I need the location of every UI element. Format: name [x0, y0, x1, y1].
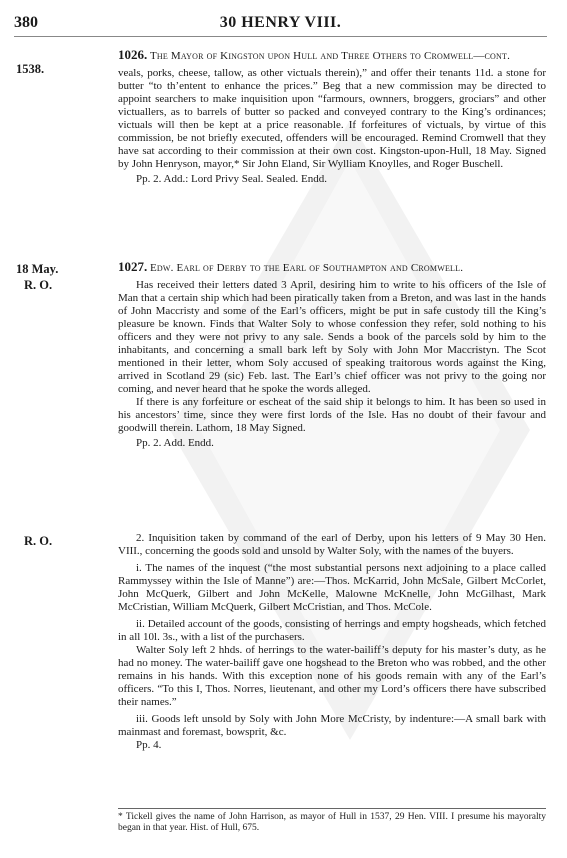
- running-title: 30 HENRY VIII.: [219, 14, 342, 31]
- entry-1026-pp: Pp. 2. Add.: Lord Privy Seal. Sealed. Endd.: [136, 173, 327, 185]
- page-number: 380: [14, 14, 38, 31]
- entry-1027: [118, 260, 546, 450]
- inquisition-intro: 2. Inquisition taken by command of the earl of Derby, upon his letters of 9 May 30 Hen. VIII., concerning the goods sold and unsold by Walter Soly, with the names of the buyers.: [118, 532, 546, 557]
- entry-1026-paragraph: veals, porks, cheese, tallow, as other victuals therein),” and offer their tenants 11d. a stone for butter “to th’entent to enhance the prices.” Beg that a new commission may be directed to appoint searchers to make inquisition upon “farmours, ownners, broggers, grociars” and other victuallers, as to barrels of butter so packed and conveyed contrary to the King’s ordinances; victuals will then be kept at a price reasonable. If forfeitures of victuals, by virtue of this commission, be not briefly executed, offenders will be encouraged. Remind Cromwell that they have sat according to their commission at their own cost. Kingston-upon-Hull, 18 May. Signed by John Henryson, mayor,* Sir John Eland, Sir Wylliam Knoylles, and Roger Buschell.: [118, 67, 546, 170]
- margin-source-inquisition: R. O.: [24, 534, 53, 548]
- entry-1026-heading: [118, 48, 546, 63]
- margin-source-1027: R. O.: [24, 278, 53, 292]
- entry-1026-number: 1026.: [118, 47, 148, 62]
- entry-1027-paragraph-1: Has received their letters dated 3 April, desiring him to write to his officers of the Isle of Man that a certain ship which had been piratically taken from a Breton, and was last in the hands of John Maccristy and some of the Earl’s officers, might be put in safe custody till the King’s pleasure be known. Finds that Walter Soly to whose confession they refer, sold nothing to his officers and they were not privy to any sale. Sends a book of the parcels sold by him to the inhabitants, and concerning a small bark left by Soly with John Mor Maccristyn. The Scot mentioned in their letter, whom Soly accused of speaking traitorous words against the King, arrived in Scotland 29 (sic) Feb. last. The Earl’s chief officer was not privy to the going nor coming, and never heard that he spoke the words alleged.: [118, 279, 546, 395]
- page-header: [14, 14, 547, 37]
- inquisition-pp: Pp. 4.: [136, 739, 162, 751]
- inquisition-goods-account: ii. Detailed account of the goods, consisting of herrings and empty hogsheads, which fetched in all 10l. 3s., with a list of the purchasers.: [118, 618, 546, 643]
- entry-1027-pp: Pp. 2. Add. Endd.: [136, 437, 214, 449]
- inquisition-goods-unsold: iii. Goods left unsold by Soly with John More McCristy, by indenture:—A small bark with mainmast and foremast, bowsprit, &c.: [118, 713, 546, 738]
- margin-note-1026: 1538.: [16, 62, 45, 76]
- entry-1027-paragraph-2: If there is any forfeiture or escheat of the said ship it belongs to him. It has been so used in his ancestors’ time, since they were first lords of the Isle. Has no doubt of their favour and goodwill therein. Lathom, 18 May Signed.: [118, 396, 546, 434]
- footnote-divider: [118, 808, 546, 809]
- entry-1027-title: Edw. Earl of Derby to the Earl of Southampton and Cromwell.: [150, 262, 464, 274]
- footnote: * Tickell gives the name of John Harrison, as mayor of Hull in 1537, 29 Hen. VIII. I presume his mayoralty began in that year. Hist. of Hull, 675.: [118, 812, 546, 833]
- entry-1027-number: 1027.: [118, 259, 148, 274]
- margin-date-1027: 18 May.: [16, 262, 59, 276]
- entry-1027-inquisition: [118, 532, 546, 752]
- inquisition-soly-account: Walter Soly left 2 hhds. of herrings to the water-bailiff’s deputy for his master’s duty, as he had no money. The water-bailiff gave one hogshead to the Breton who was robbed, and the other remains in his hands. With this exception none of his goods remain with any of the Earl’s officers. “To this I, Thos. Norres, lieutenant, and other my Lord’s officers there have subscribed their names.”: [118, 644, 546, 708]
- entry-1026: [118, 48, 546, 186]
- entry-1026-title: The Mayor of Kingston upon Hull and Three Others to Cromwell—cont.: [150, 50, 511, 62]
- entry-1027-heading: [118, 260, 546, 275]
- inquisition-names: i. The names of the inquest (“the most substantial persons next adjoining to a place called Rammyssey within the Isle of Manne”) are:—Thos. McKarrid, John McSale, Gilbert McCorlet, John McQuerk, Gilbert and John McKelle, Malowne McKnelle, John McGilhast, Mark McCristian, William McQuerk, Gilbert McCristian, and Thos. McCole.: [118, 562, 546, 613]
